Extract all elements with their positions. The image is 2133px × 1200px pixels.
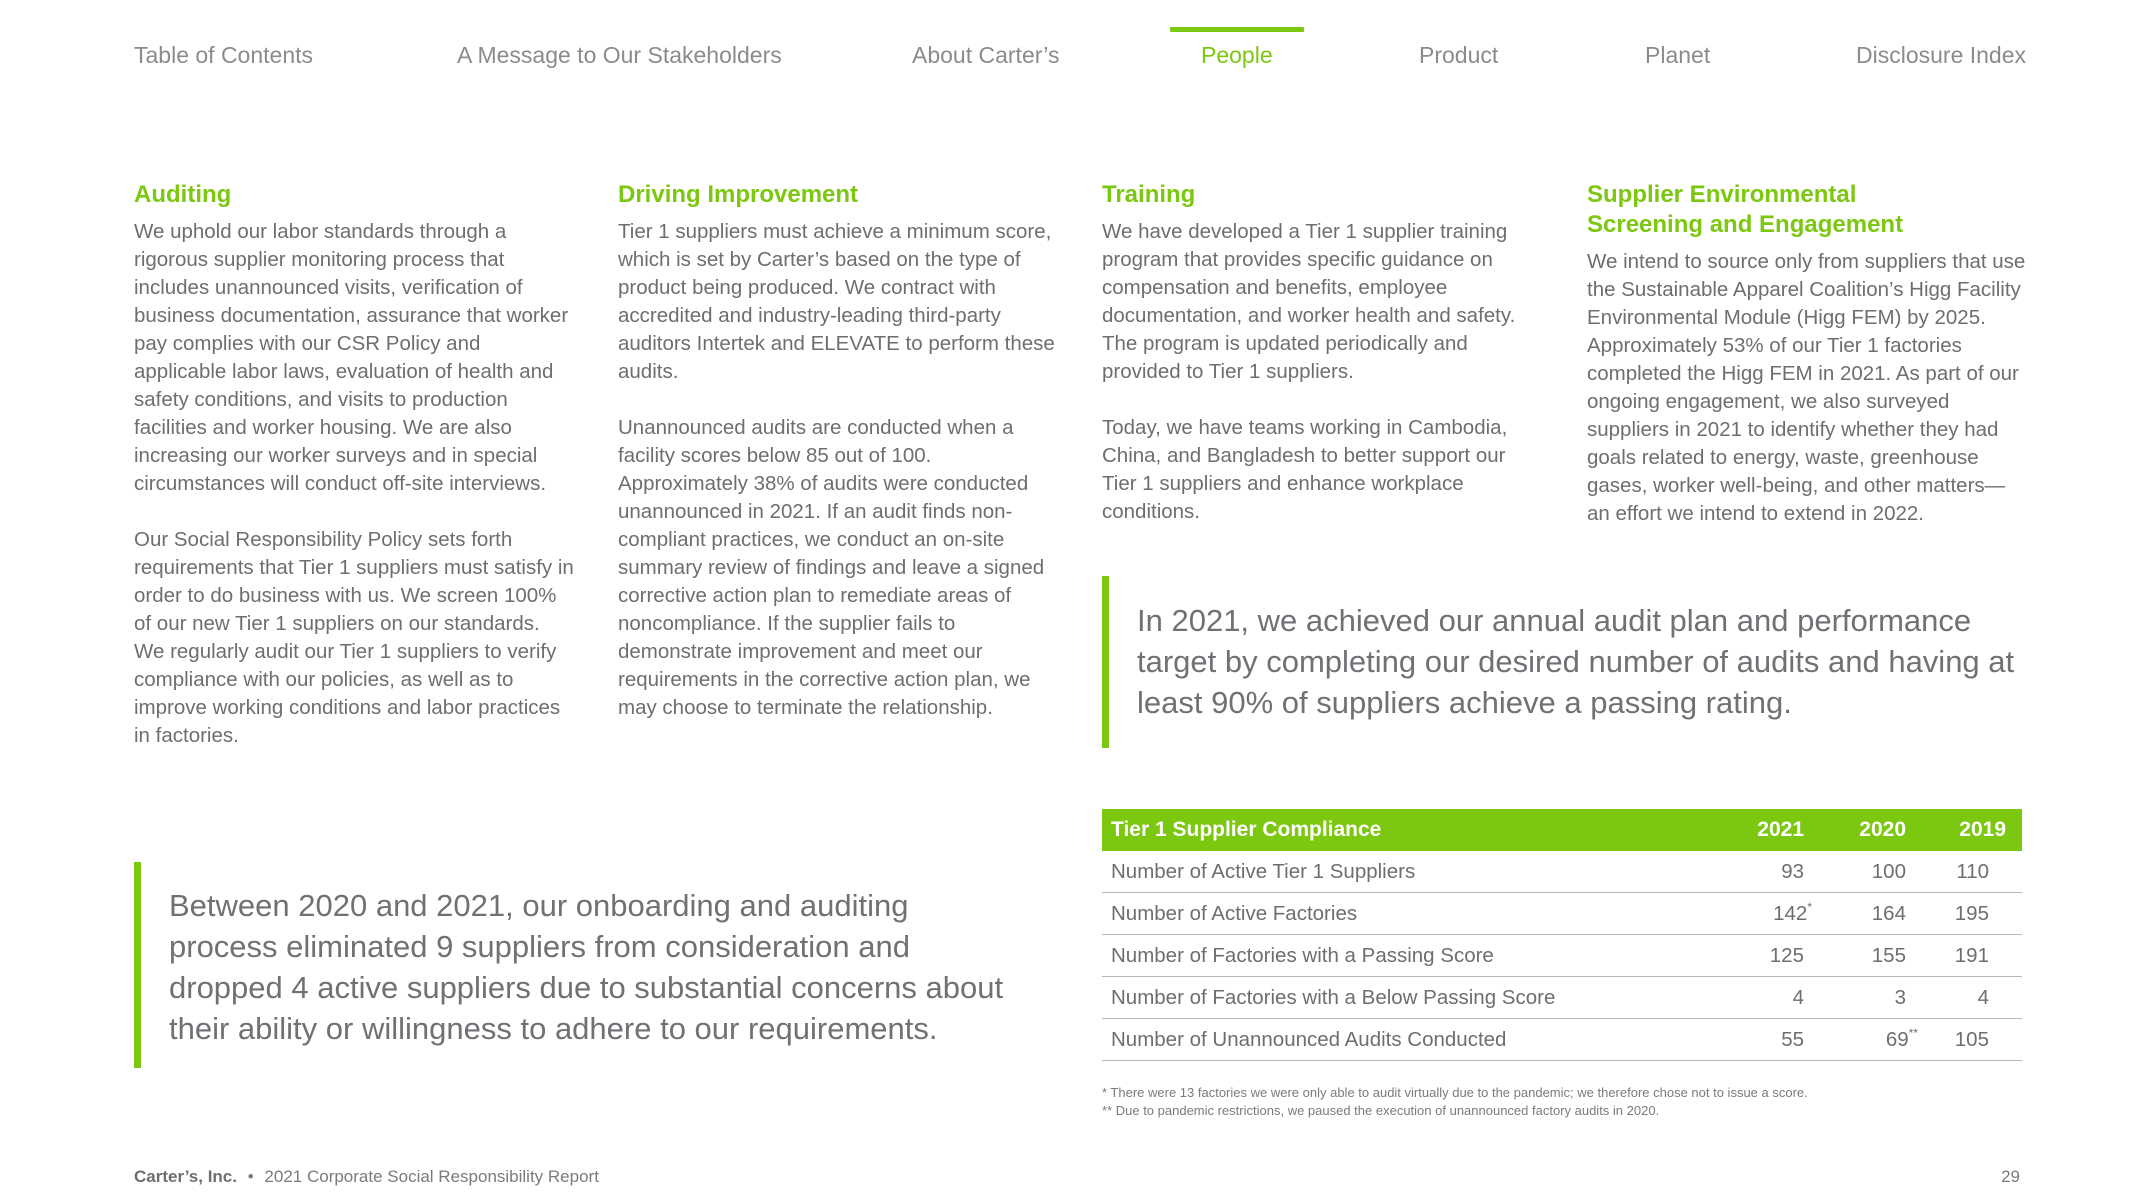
cell-2019: 191 <box>1954 943 1989 967</box>
company-name: Carter’s, Inc. <box>134 1167 237 1186</box>
cell-2020: 3 <box>1894 985 1906 1009</box>
footnote-2: ** Due to pandemic restrictions, we paused the execution of unannounced factory audits in 2020. <box>1102 1103 1660 1118</box>
supplier-environmental-heading: Supplier Environmental Screening and Engagement <box>1587 181 1904 238</box>
cell-2020: 155 <box>1871 943 1906 967</box>
nav-table-of-contents[interactable]: Table of Contents <box>134 42 314 68</box>
cell-2019: 4 <box>1977 985 1989 1009</box>
footer-separator: • <box>247 1167 254 1186</box>
table-footnotes <box>1102 1084 1808 1120</box>
auditing-paragraph-1: We uphold our labor standards through a rigorous supplier monitoring process that includes unannounced visits, verification of business documentation, assurance that worker pay complies with our CSR Policy and applicable labor laws, evaluation of health and safety conditions, and visits to production facilities and worker housing. We are also increasing our worker surveys and in special circumstances will conduct off-site interviews. <box>134 220 569 495</box>
training-paragraph-1: We have developed a Tier 1 supplier training program that provides specific guidance on compensation and benefits, employee documentation, and worker health and safety. The program is updated periodically and provided to Tier 1 suppliers. <box>1102 220 1516 383</box>
auditing-section <box>134 180 574 750</box>
nav-message-to-stakeholders[interactable]: A Message to Our Stakeholders <box>457 42 782 68</box>
page-number: 29 <box>2001 1167 2020 1186</box>
cell-2019: 195 <box>1954 901 1989 925</box>
training-section <box>1102 180 1542 526</box>
driving-improvement-heading: Driving Improvement <box>618 181 859 208</box>
tier1-supplier-compliance-table <box>1102 809 2022 1061</box>
cell-2019: 105 <box>1954 1027 1989 1051</box>
report-title: 2021 Corporate Social Responsibility Report <box>264 1167 599 1186</box>
table-row <box>1102 1019 2022 1061</box>
driving-improvement-paragraph-2: Unannounced audits are conducted when a facility scores below 85 out of 100. Approximately 38% of audits were conducted unannounced in 2021. If an audit finds non-compliant practices, we conduct an on-site summary review of findings and leave a signed corrective action plan to remediate areas of noncompliance. If the supplier fails to demonstrate improvement and meet our requirements in the corrective action plan, we may choose to terminate the relationship. <box>618 416 1045 719</box>
cell-2021: 55 <box>1781 1027 1804 1051</box>
cell-2019: 110 <box>1956 859 1989 883</box>
driving-improvement-section <box>618 180 1058 722</box>
column-header-2020: 2020 <box>1859 818 1906 841</box>
training-heading: Training <box>1102 181 1196 208</box>
top-navigation <box>0 0 2133 90</box>
auditing-paragraph-2: Our Social Responsibility Policy sets forth requirements that Tier 1 suppliers must satisfy in order to do business with us. We screen 100% of our new Tier 1 suppliers on our standards. We regularly audit our Tier 1 suppliers to verify compliance with our policies, as well as to improve working conditions and labor practices in factories. <box>134 528 574 747</box>
training-paragraph-2: Today, we have teams working in Cambodia, China, and Bangladesh to better support our Tier 1 suppliers and enhance workplace conditions. <box>1102 416 1508 523</box>
nav-disclosure-index[interactable]: Disclosure Index <box>1856 42 2027 68</box>
supplier-environmental-section <box>1587 180 2027 528</box>
cell-2020: 69** <box>1885 1025 1918 1051</box>
row-label: Number of Active Tier 1 Suppliers <box>1111 859 1416 883</box>
audit-plan-callout: In 2021, we achieved our annual audit plan and performance target by completing our desired number of audits and having at least 90% of suppliers achieve a passing rating. <box>1102 576 2022 748</box>
row-label: Number of Unannounced Audits Conducted <box>1111 1027 1507 1051</box>
table-title: Tier 1 Supplier Compliance <box>1111 818 1382 841</box>
supplier-environmental-paragraph: We intend to source only from suppliers that use the Sustainable Apparel Coalition’s Higg Facility Environmental Module (Higg FEM) by 2025. Approximately 53% of our Tier 1 factories completed the Higg FEM in 2021. As part of our ongoing engagement, we also surveyed suppliers in 2021 to identify whether they had goals related to energy, waste, greenhouse gases, worker well-being, and other matters—an effort we intend to extend in 2022. <box>1587 250 2026 525</box>
page-footer <box>134 1167 599 1187</box>
nav-about-carters[interactable]: About Carter’s <box>912 42 1060 68</box>
nav-product[interactable]: Product <box>1419 42 1499 68</box>
table-row <box>1102 851 2022 893</box>
cell-2021: 142* <box>1773 899 1812 925</box>
cell-2021: 4 <box>1792 985 1804 1009</box>
driving-improvement-paragraph-1: Tier 1 suppliers must achieve a minimum score, which is set by Carter’s based on the type of product being produced. We contract with accredited and industry-leading third-party auditors Intertek and ELEVATE to perform these audits. <box>618 220 1055 383</box>
nav-planet[interactable]: Planet <box>1645 42 1711 68</box>
table-row <box>1102 935 2022 977</box>
cell-2020: 164 <box>1871 901 1906 925</box>
table-row <box>1102 893 2022 935</box>
table-header <box>1102 809 2022 851</box>
cell-2020: 100 <box>1871 859 1906 883</box>
cell-2021: 93 <box>1781 859 1804 883</box>
cell-2021: 125 <box>1769 943 1804 967</box>
onboarding-callout: Between 2020 and 2021, our onboarding and auditing process eliminated 9 suppliers from consideration and dropped 4 active suppliers due to substantial concerns about their ability or willingness to adhere to our requirements. <box>134 862 1014 1068</box>
column-header-2021: 2021 <box>1757 818 1804 841</box>
auditing-heading: Auditing <box>134 181 232 208</box>
table-row <box>1102 977 2022 1019</box>
row-label: Number of Factories with a Passing Score <box>1111 943 1494 967</box>
row-label: Number of Factories with a Below Passing Score <box>1111 985 1556 1009</box>
column-header-2019: 2019 <box>1959 818 2006 841</box>
footnote-1: * There were 13 factories we were only able to audit virtually due to the pandemic; we therefore chose not to issue a score. <box>1102 1085 1808 1100</box>
row-label: Number of Active Factories <box>1111 901 1358 925</box>
active-tab-indicator <box>1170 27 1304 32</box>
nav-people[interactable]: People <box>1201 42 1273 68</box>
